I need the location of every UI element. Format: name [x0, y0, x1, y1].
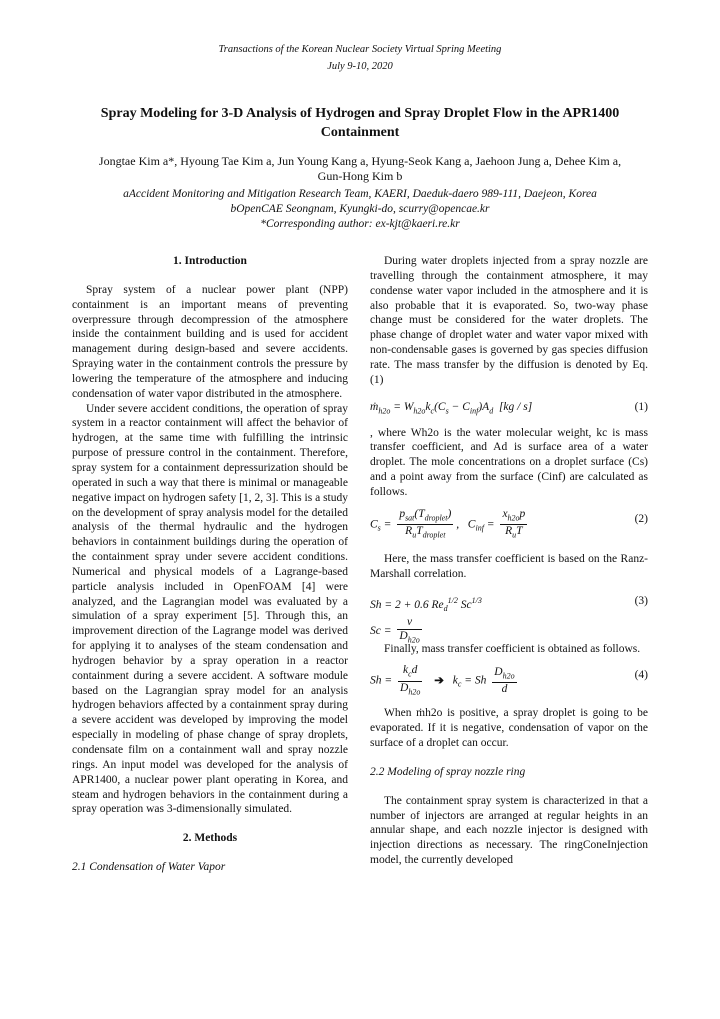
paper-title: Spray Modeling for 3-D Analysis of Hydrogen and Spray Droplet Flow in the APR1400 Containment: [100, 106, 620, 140]
affiliation-b: bOpenCAE Seongnam, Kyungki-do, scurry@opencae.kr: [230, 203, 490, 215]
body-paragraph-1: During water droplets injected from a spray nozzle are travelling through the containment atmosphere, it may condense water vapor included in the atmosphere and it is also probable that it is evaporated. So, two-way phase change must be considered for the water droplets. The phase change of droplet water and water vapor mixed with non-condensable gases is governed by gas species diffusion rate. The mass transfer by the diffusion is denoted by Eq. (1): [370, 255, 648, 386]
implies-arrow-icon: ➔: [434, 674, 444, 687]
equation-1: [370, 394, 648, 416]
equation-1-formula: ṁ$_{h2o}$ = $W_{h2o}k_c(C_s - C_{inf})A_d$ [kg / s]: [370, 400, 533, 415]
left-column: [72, 254, 348, 889]
body-paragraph-5: When ṁh2o is positive, a spray droplet is going to be evaporated. If it is negative, condensation of vapor on the surface of a droplet can occur.: [370, 707, 648, 750]
equation-4-formula: Sh = $\frac{k_cd}{D_{h2o}}$ ➔ $k_c = Sh$ $\frac{D_{h2o}}{d}$: [370, 664, 515, 696]
equation-4-number: (4): [634, 669, 648, 682]
corresponding-author: *Corresponding author: ex-kjt@kaeri.re.kr: [260, 218, 460, 230]
subsection-heading-2-2: 2.2 Modeling of spray nozzle ring: [370, 765, 526, 778]
body-paragraph-6: The containment spray system is characterized in that a number of injectors are arranged at regular heights in an annular shape, and each nozzle injector is designed with injection directions as necessary. The ringConeInjection model, the currently developed: [370, 794, 648, 867]
authors-line-2: Gun-Hong Kim b: [317, 169, 403, 183]
subsection-heading-2-1: 2.1 Condensation of Water Vapor: [72, 861, 226, 874]
equation-3-number: (3): [634, 594, 648, 607]
equation-2-formula: $C_s$ = $\frac{p_{sat}(T_{droplet})}{R_uT_{droplet}}$ , $C_{inf}$ = $\frac{x_{h2o}p}{R_uT}$: [370, 507, 526, 540]
intro-paragraph-2: Under severe accident conditions, the operation of spray system in a reactor containment will affect the behavior of hydrogen, at the same time with fulfilling the intrinsic purpose of pressure control in the containment. Therefore, spray system for a containment depressurization should be operated in such a way that there is minimal or manageable negative impact on hydrogen safety [1, 2, 3]. This is a study on the development of spray analysis model for the detailed analysis of the thermal hydraulic and the hydrogen behaviors in containment buildings during the operation of the containment spray under severe accident conditions. Numerical and physical models of a Lagrange-based particle analysis included in OpenFOAM [4] were analyzed, and the Lagrangian model was evaluated by a simulation of a spray experiment [5]. Through this, an improvement direction of the Lagrange model was derived for applying it to analyses of the steam condensation and hydrogen behavior by a spray operation in a reactor containment during a severe accident. A software module based on the Lagrangian spray model for an analysis hydrogen behaviors affected by a containment spray during a severe accident was developed by improving the model especially in modeling of phase change of spray droplets, condensate film on a containment wall and spray nozzle rings. An input model was developed for the analysis of APR1400, a nuclear power plant operating in Korea, and steam and hydrogen behaviors in the containment during a spray operation was 3-dimensionally simulated.: [72, 402, 348, 816]
equation-1-number: (1): [634, 400, 648, 413]
equation-4: [370, 662, 648, 696]
author-list: [60, 154, 660, 184]
equation-2-number: (2): [634, 512, 648, 525]
equation-3: [370, 588, 648, 645]
conference-header: Transactions of the Korean Nuclear Society Virtual Spring Meeting: [218, 44, 502, 55]
equation-3-formula: Sh = 2 + 0.6 $Re_d^{1/2}$ $Sc^{1/3}$ Sc = $\frac{\nu}{D_{h2o}}$: [370, 595, 482, 645]
body-paragraph-3: Here, the mass transfer coefficient is based on the Ranz-Marshall correlation.: [370, 552, 648, 580]
affiliation-a: aAccident Monitoring and Mitigation Research Team, KAERI, Daeduk-daero 989-111, Daejeon, Korea: [123, 188, 597, 200]
body-paragraph-4: Finally, mass transfer coefficient is obtained as follows.: [384, 642, 641, 655]
equation-2: [370, 506, 648, 542]
intro-paragraph-1: Spray system of a nuclear power plant (NPP) containment is an important means of preventing overpressure through decompression of the atmosphere inside the containment building and is used for accident management during design-based and severe accidents. Spraying water in the containment controls the pressure by lowering the temperature of the atmosphere and inducing condensation of water vapor distributed in the atmosphere.: [72, 283, 348, 400]
conference-date: July 9-10, 2020: [327, 61, 393, 72]
right-column: [370, 254, 648, 868]
authors-line-1: Jongtae Kim a*, Hyoung Tae Kim a, Jun Young Kang a, Hyung-Seok Kang a, Jaehoon Jung a, Dehee Kim a,: [98, 154, 622, 168]
body-paragraph-2: , where Wh2o is the water molecular weight, kc is mass transfer coefficient, and Ad is surface area of a water droplet. The mole concentrations on a droplet surface (Cs) and a point away from the surface (Cinf) are calculated as follows.: [370, 426, 648, 498]
section-heading-introduction: 1. Introduction: [173, 255, 247, 267]
section-heading-methods: 2. Methods: [182, 832, 238, 845]
